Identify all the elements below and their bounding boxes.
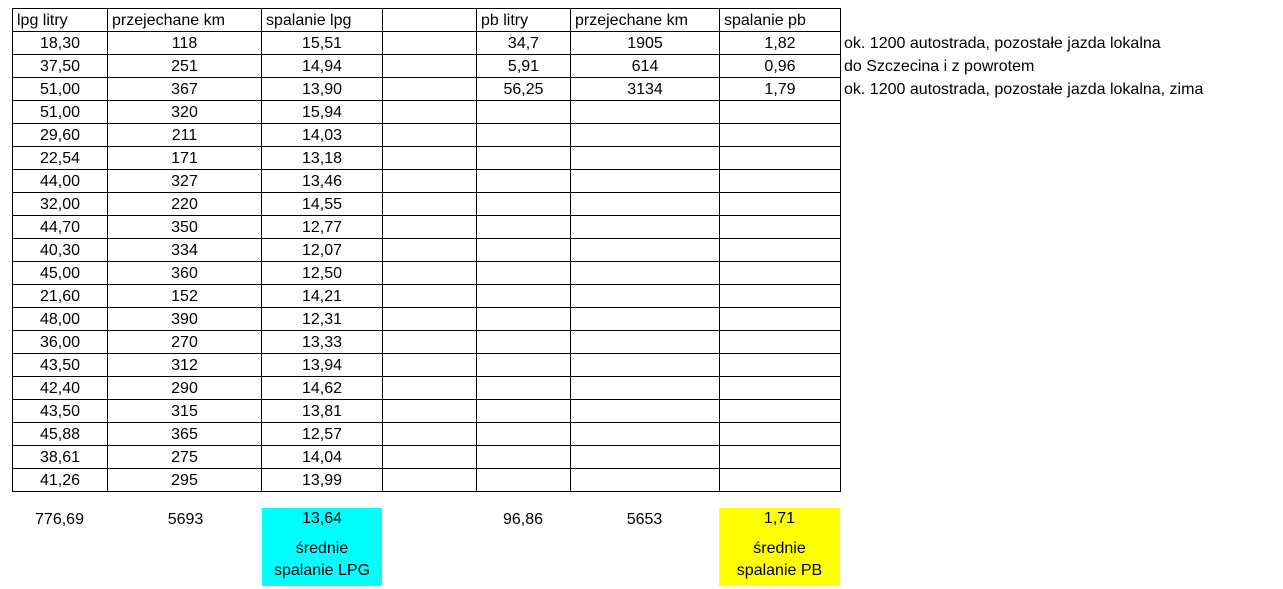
lpg-km-cell[interactable]: 290 — [108, 377, 262, 400]
pb-consumption-cell[interactable] — [720, 101, 841, 124]
header-empty[interactable] — [383, 9, 477, 32]
pb-liters-cell[interactable] — [477, 170, 571, 193]
empty-cell[interactable] — [383, 354, 477, 377]
pb-liters-cell[interactable] — [477, 354, 571, 377]
lpg-km-cell[interactable]: 312 — [108, 354, 262, 377]
note-cell[interactable]: ok. 1200 autostrada, pozostałe jazda lokalna — [844, 34, 1161, 52]
note-cell[interactable] — [841, 285, 1261, 308]
pb-km-cell[interactable] — [571, 469, 720, 492]
pb-consumption-cell[interactable]: 0,96 — [720, 55, 841, 78]
pb-km-cell[interactable] — [571, 331, 720, 354]
lpg-consumption-cell[interactable]: 15,94 — [262, 101, 383, 124]
empty-cell[interactable] — [383, 423, 477, 446]
lpg-km-cell[interactable]: 360 — [108, 262, 262, 285]
pb-consumption-cell[interactable]: 1,79 — [720, 78, 841, 101]
lpg-liters-cell[interactable]: 43,50 — [13, 400, 108, 423]
lpg-consumption-cell[interactable]: 14,94 — [262, 55, 383, 78]
total-lpg-liters[interactable]: 776,69 — [35, 511, 84, 528]
lpg-km-cell[interactable]: 295 — [108, 469, 262, 492]
table-row — [13, 32, 1261, 55]
table-row — [13, 124, 1261, 147]
empty-cell[interactable] — [383, 469, 477, 492]
table-row — [13, 55, 1261, 78]
pb-consumption-cell[interactable] — [720, 331, 841, 354]
pb-km-cell[interactable] — [571, 239, 720, 262]
table-row — [13, 446, 1261, 469]
pb-average-label-line1: średnie — [753, 540, 806, 557]
lpg-liters-cell[interactable]: 45,00 — [13, 262, 108, 285]
lpg-consumption-cell[interactable]: 14,55 — [262, 193, 383, 216]
pb-average-value: 1,71 — [763, 510, 796, 527]
pb-km-cell[interactable] — [571, 101, 720, 124]
pb-km-cell[interactable] — [571, 170, 720, 193]
pb-km-cell[interactable] — [571, 124, 720, 147]
lpg-consumption-cell[interactable]: 13,99 — [262, 469, 383, 492]
lpg-consumption-cell[interactable]: 12,50 — [262, 262, 383, 285]
empty-cell[interactable] — [383, 32, 477, 55]
table-row — [13, 423, 1261, 446]
pb-liters-cell[interactable] — [477, 400, 571, 423]
pb-liters-cell[interactable] — [477, 124, 571, 147]
total-pb-km[interactable]: 5653 — [626, 511, 663, 528]
pb-consumption-cell[interactable] — [720, 285, 841, 308]
header-note[interactable] — [841, 9, 1261, 32]
empty-cell[interactable] — [383, 239, 477, 262]
lpg-liters-cell[interactable]: 32,00 — [13, 193, 108, 216]
header-lpg-consumption[interactable]: spalanie lpg — [262, 9, 383, 32]
pb-liters-cell[interactable] — [477, 285, 571, 308]
pb-km-cell[interactable] — [571, 400, 720, 423]
table-row — [13, 262, 1261, 285]
pb-liters-cell[interactable] — [477, 446, 571, 469]
lpg-km-cell[interactable]: 315 — [108, 400, 262, 423]
lpg-consumption-cell[interactable]: 13,46 — [262, 170, 383, 193]
pb-km-cell[interactable] — [571, 354, 720, 377]
empty-cell[interactable] — [383, 216, 477, 239]
note-cell[interactable] — [841, 216, 1261, 239]
pb-consumption-cell[interactable] — [720, 124, 841, 147]
pb-liters-cell[interactable] — [477, 147, 571, 170]
header-pb-liters[interactable]: pb litry — [477, 9, 571, 32]
note-cell[interactable] — [841, 101, 1261, 124]
note-cell[interactable] — [841, 377, 1261, 400]
header-lpg-liters[interactable]: lpg litry — [13, 9, 108, 32]
lpg-km-cell[interactable]: 270 — [108, 331, 262, 354]
note-cell[interactable]: ok. 1200 autostrada, pozostałe jazda lokalna, zima — [844, 80, 1204, 98]
header-row — [13, 9, 1261, 32]
pb-consumption-cell[interactable] — [720, 400, 841, 423]
empty-cell[interactable] — [383, 262, 477, 285]
lpg-consumption-cell[interactable]: 14,62 — [262, 377, 383, 400]
total-lpg-km[interactable]: 5693 — [167, 511, 204, 528]
pb-km-cell[interactable] — [571, 446, 720, 469]
lpg-liters-cell[interactable]: 38,61 — [13, 446, 108, 469]
lpg-km-cell[interactable]: 152 — [108, 285, 262, 308]
lpg-liters-cell[interactable]: 18,30 — [13, 32, 108, 55]
pb-consumption-cell[interactable] — [720, 423, 841, 446]
lpg-consumption-cell[interactable]: 12,57 — [262, 423, 383, 446]
table-row — [13, 285, 1261, 308]
table-row — [13, 377, 1261, 400]
table-row — [13, 170, 1261, 193]
note-cell[interactable] — [841, 124, 1261, 147]
table-row — [13, 400, 1261, 423]
pb-consumption-cell[interactable]: 1,82 — [720, 32, 841, 55]
lpg-liters-cell[interactable]: 51,00 — [13, 101, 108, 124]
lpg-liters-cell[interactable]: 48,00 — [13, 308, 108, 331]
lpg-liters-cell[interactable]: 40,30 — [13, 239, 108, 262]
pb-km-cell[interactable] — [571, 193, 720, 216]
pb-km-cell[interactable]: 1905 — [571, 32, 720, 55]
note-cell[interactable] — [841, 239, 1261, 262]
lpg-liters-cell[interactable]: 36,00 — [13, 331, 108, 354]
pb-km-cell[interactable]: 614 — [571, 55, 720, 78]
lpg-liters-cell[interactable]: 51,00 — [13, 78, 108, 101]
note-cell[interactable]: do Szczecina i z powrotem — [844, 57, 1035, 75]
pb-liters-cell[interactable] — [477, 216, 571, 239]
lpg-km-cell[interactable]: 390 — [108, 308, 262, 331]
pb-average-label-line2: spalanie PB — [736, 562, 823, 579]
pb-consumption-cell[interactable] — [720, 446, 841, 469]
pb-liters-cell[interactable] — [477, 239, 571, 262]
fuel-consumption-table — [12, 8, 1261, 492]
note-cell[interactable] — [841, 147, 1261, 170]
note-cell[interactable] — [841, 469, 1261, 492]
note-cell[interactable] — [841, 193, 1261, 216]
table-row — [13, 354, 1261, 377]
lpg-liters-cell[interactable]: 42,40 — [13, 377, 108, 400]
lpg-consumption-cell[interactable]: 12,77 — [262, 216, 383, 239]
lpg-consumption-cell[interactable]: 15,51 — [262, 32, 383, 55]
pb-average-box[interactable] — [719, 508, 840, 586]
pb-km-cell[interactable] — [571, 285, 720, 308]
empty-cell[interactable] — [383, 193, 477, 216]
lpg-km-cell[interactable]: 320 — [108, 101, 262, 124]
lpg-consumption-cell[interactable]: 12,07 — [262, 239, 383, 262]
lpg-consumption-cell[interactable]: 13,81 — [262, 400, 383, 423]
note-cell[interactable] — [841, 354, 1261, 377]
pb-consumption-cell[interactable] — [720, 354, 841, 377]
pb-km-cell[interactable] — [571, 308, 720, 331]
pb-km-cell[interactable] — [571, 147, 720, 170]
pb-liters-cell[interactable] — [477, 469, 571, 492]
pb-km-cell[interactable]: 3134 — [571, 78, 720, 101]
pb-consumption-cell[interactable] — [720, 216, 841, 239]
table-row — [13, 193, 1261, 216]
table-row — [13, 331, 1261, 354]
table-row — [13, 239, 1261, 262]
lpg-consumption-cell[interactable]: 13,18 — [262, 147, 383, 170]
lpg-km-cell[interactable]: 171 — [108, 147, 262, 170]
pb-km-cell[interactable] — [571, 377, 720, 400]
pb-liters-cell[interactable] — [477, 308, 571, 331]
pb-consumption-cell[interactable] — [720, 193, 841, 216]
lpg-consumption-cell[interactable]: 13,94 — [262, 354, 383, 377]
pb-consumption-cell[interactable] — [720, 308, 841, 331]
pb-liters-cell[interactable] — [477, 423, 571, 446]
lpg-km-cell[interactable]: 275 — [108, 446, 262, 469]
lpg-liters-cell[interactable]: 44,70 — [13, 216, 108, 239]
lpg-liters-cell[interactable]: 29,60 — [13, 124, 108, 147]
pb-consumption-cell[interactable] — [720, 469, 841, 492]
table-row — [13, 308, 1261, 331]
empty-cell[interactable] — [383, 170, 477, 193]
lpg-consumption-cell[interactable]: 14,03 — [262, 124, 383, 147]
lpg-liters-cell[interactable]: 22,54 — [13, 147, 108, 170]
lpg-average-box[interactable] — [262, 508, 382, 586]
table-row — [13, 101, 1261, 124]
note-cell[interactable] — [841, 446, 1261, 469]
empty-cell[interactable] — [383, 55, 477, 78]
empty-cell[interactable] — [383, 78, 477, 101]
pb-liters-cell[interactable]: 56,25 — [477, 78, 571, 101]
pb-km-cell[interactable] — [571, 216, 720, 239]
lpg-km-cell[interactable]: 211 — [108, 124, 262, 147]
pb-liters-cell[interactable] — [477, 101, 571, 124]
note-cell[interactable] — [841, 400, 1261, 423]
lpg-km-cell[interactable]: 350 — [108, 216, 262, 239]
pb-liters-cell[interactable] — [477, 193, 571, 216]
lpg-km-cell[interactable]: 220 — [108, 193, 262, 216]
note-cell[interactable] — [841, 262, 1261, 285]
table-row — [13, 216, 1261, 239]
note-cell[interactable] — [841, 331, 1261, 354]
pb-km-cell[interactable] — [571, 262, 720, 285]
pb-consumption-cell[interactable] — [720, 147, 841, 170]
empty-cell[interactable] — [383, 124, 477, 147]
total-pb-liters[interactable]: 96,86 — [502, 511, 544, 528]
lpg-liters-cell[interactable]: 21,60 — [13, 285, 108, 308]
empty-cell[interactable] — [383, 331, 477, 354]
pb-km-cell[interactable] — [571, 423, 720, 446]
empty-cell[interactable] — [383, 101, 477, 124]
empty-cell[interactable] — [383, 400, 477, 423]
pb-consumption-cell[interactable] — [720, 377, 841, 400]
lpg-liters-cell[interactable]: 43,50 — [13, 354, 108, 377]
lpg-consumption-cell[interactable]: 14,04 — [262, 446, 383, 469]
totals-row — [0, 509, 900, 589]
pb-consumption-cell[interactable] — [720, 239, 841, 262]
lpg-consumption-cell[interactable]: 13,33 — [262, 331, 383, 354]
table-row — [13, 147, 1261, 170]
table-row — [13, 78, 1261, 101]
header-lpg-km[interactable]: przejechane km — [108, 9, 262, 32]
empty-cell[interactable] — [383, 285, 477, 308]
lpg-average-value: 13,64 — [301, 510, 343, 527]
lpg-average-label-line1: średnie — [295, 540, 349, 557]
pb-liters-cell[interactable]: 34,7 — [477, 32, 571, 55]
lpg-average-label-line2: spalanie LPG — [273, 562, 371, 579]
lpg-consumption-cell[interactable]: 14,21 — [262, 285, 383, 308]
lpg-liters-cell[interactable]: 37,50 — [13, 55, 108, 78]
lpg-km-cell[interactable]: 251 — [108, 55, 262, 78]
table-row — [13, 469, 1261, 492]
pb-liters-cell[interactable] — [477, 377, 571, 400]
lpg-liters-cell[interactable]: 41,26 — [13, 469, 108, 492]
note-cell[interactable] — [841, 308, 1261, 331]
lpg-liters-cell[interactable]: 45,88 — [13, 423, 108, 446]
empty-cell[interactable] — [383, 308, 477, 331]
pb-liters-cell[interactable] — [477, 331, 571, 354]
empty-cell[interactable] — [383, 446, 477, 469]
empty-cell[interactable] — [383, 147, 477, 170]
lpg-km-cell[interactable]: 334 — [108, 239, 262, 262]
lpg-km-cell[interactable]: 118 — [108, 32, 262, 55]
pb-liters-cell[interactable]: 5,91 — [477, 55, 571, 78]
pb-liters-cell[interactable] — [477, 262, 571, 285]
empty-cell[interactable] — [383, 377, 477, 400]
lpg-km-cell[interactable]: 365 — [108, 423, 262, 446]
lpg-liters-cell[interactable]: 44,00 — [13, 170, 108, 193]
header-pb-km[interactable]: przejechane km — [571, 9, 720, 32]
header-pb-consumption[interactable]: spalanie pb — [720, 9, 841, 32]
note-cell[interactable] — [841, 423, 1261, 446]
lpg-km-cell[interactable]: 367 — [108, 78, 262, 101]
lpg-consumption-cell[interactable]: 13,90 — [262, 78, 383, 101]
lpg-consumption-cell[interactable]: 12,31 — [262, 308, 383, 331]
pb-consumption-cell[interactable] — [720, 170, 841, 193]
pb-consumption-cell[interactable] — [720, 262, 841, 285]
note-cell[interactable] — [841, 170, 1261, 193]
lpg-km-cell[interactable]: 327 — [108, 170, 262, 193]
